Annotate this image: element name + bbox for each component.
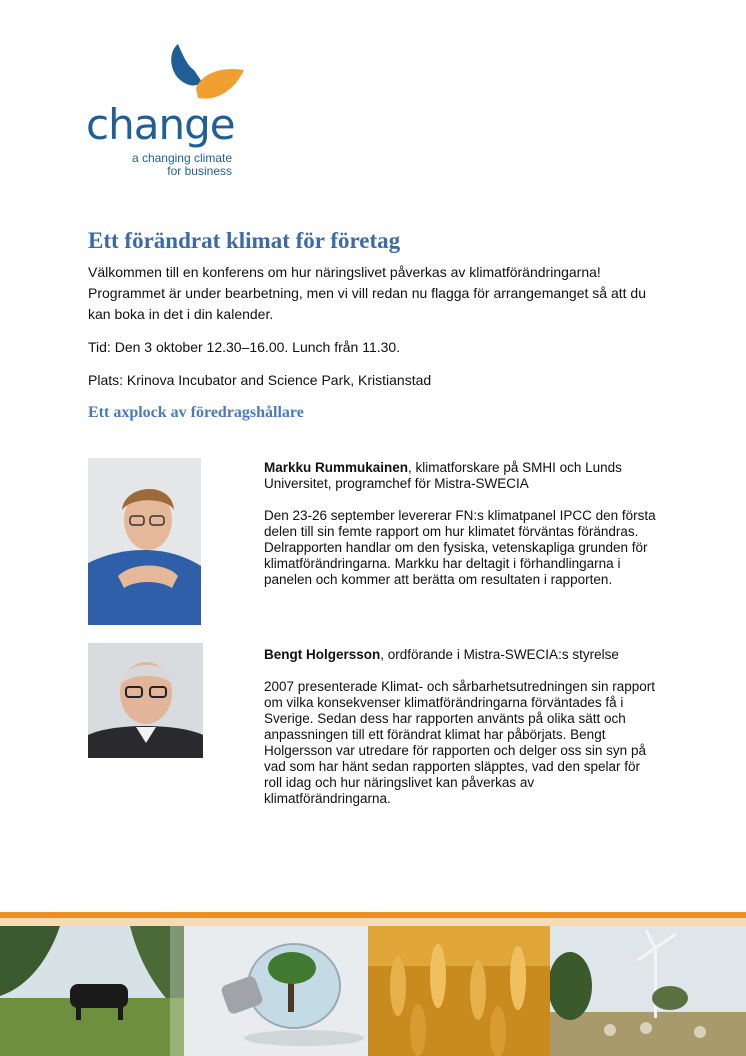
speaker-photo-bengt bbox=[88, 643, 203, 758]
speaker-2-header bbox=[264, 647, 656, 663]
speaker-photo-markku bbox=[88, 458, 201, 625]
speaker-1-bio bbox=[264, 460, 656, 588]
logo-wordmark: change bbox=[86, 100, 235, 149]
speaker-2-name: Bengt Holgersson bbox=[264, 647, 381, 662]
speaker-2-bio bbox=[264, 647, 656, 807]
speaker-2-role: , ordförande i Mistra-SWECIA:s styrelse bbox=[380, 647, 619, 662]
speakers-heading: Ett axplock av föredragshållare bbox=[88, 404, 304, 421]
footer-image-cow-field bbox=[0, 926, 184, 1056]
footer-image-wheat bbox=[368, 926, 550, 1056]
speaker-2-text: 2007 presenterade Klimat- och sårbarhetsutredningen sin rapport om vilka konsekvenser klimatförändringarna förväntades få i Sverige. Sedan dess har rapporten använts på olika sätt och anpassningen till ett förändrat klimat har påbörjats. Bengt Holgersson var utredare för rapporten och delger oss sin syn på vad som har hänt sedan rapporten släpptes, vad den spelar för roll idag och hur näringslivet kan påverkas av klimatförändringarna. bbox=[264, 679, 655, 806]
speaker-1-header bbox=[264, 460, 656, 492]
event-place: Plats: Krinova Incubator and Science Park, Kristianstad bbox=[88, 372, 432, 388]
logo-leaf-icon bbox=[86, 44, 256, 104]
intro-paragraph: Välkommen till en konferens om hur näringslivet påverkas av klimatförändringarna! Programmet är under bearbetning, men vi vill redan nu flagga för arrangemanget så att du kan boka in det i din kalender. bbox=[88, 264, 646, 322]
speaker-1-name: Markku Rummukainen bbox=[264, 460, 409, 475]
change-logo bbox=[86, 44, 256, 184]
footer-image-lightbulb bbox=[184, 926, 368, 1056]
page-title: Ett förändrat klimat för företag bbox=[88, 228, 401, 253]
footer-accent-fade bbox=[0, 918, 746, 926]
footer-image-wind-turbine bbox=[550, 926, 746, 1056]
speaker-1-text: Den 23-26 september levererar FN:s klimatpanel IPCC den första delen till sin femte rapport om hur klimatet förväntas förändras. Delrapporten handlar om den fysiska, vetenskapliga grunden för klimatförändringarna. Markku har deltagit i förhandlingarna i panelen och kommer att berätta om resultaten i rapporten. bbox=[264, 508, 656, 587]
speaker-1-role: , klimatforskare på SMHI och Lunds Universitet, programchef för Mistra-SWECIA bbox=[264, 460, 622, 491]
event-time: Tid: Den 3 oktober 12.30–16.00. Lunch från 11.30. bbox=[88, 339, 401, 355]
logo-tagline: a changing climate for business bbox=[131, 151, 232, 178]
